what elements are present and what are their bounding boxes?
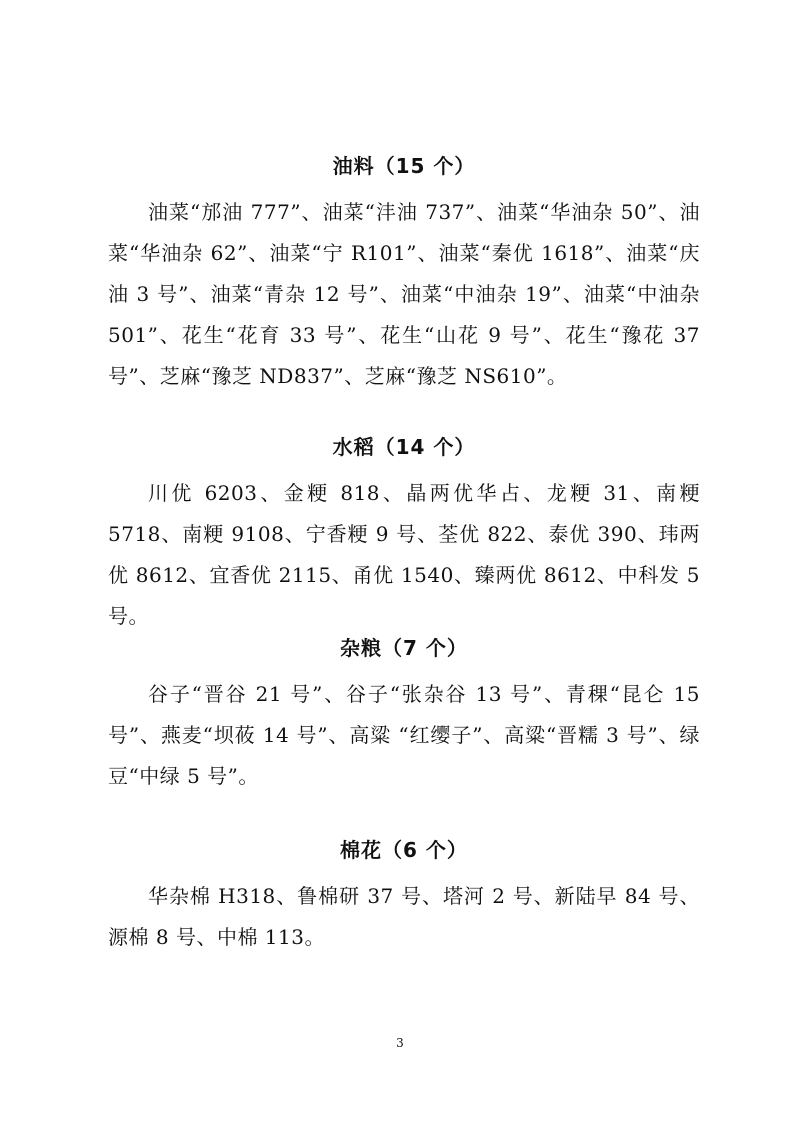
section-body-rice: 川优 6203、金粳 818、晶两优华占、龙粳 31、南粳 5718、南粳 9108、宁香粳 9 号、荃优 822、泰优 390、玮两优 8612、宜香优 2115、甬优 1540、臻两优 8612、中科发 5 号。 bbox=[108, 481, 700, 628]
page-number: 3 bbox=[396, 1036, 404, 1050]
section-body-coarse-grains: 谷子“晋谷 21 号”、谷子“张杂谷 13 号”、青稞“昆仑 15 号”、燕麦“坝莜 14 号”、高粱 “红缨子”、高粱“晋糯 3 号”、绿豆“中绿 5 号”。 bbox=[108, 682, 700, 788]
section-body-oilseeds: 油菜“邡油 777”、油菜“沣油 737”、油菜“华油杂 50”、油菜“华油杂 62”、油菜“宁 R101”、油菜“秦优 1618”、油菜“庆油 3 号”、油菜“青杂 12 号”、油菜“中油杂 19”、油菜“中油杂 501”、花生“花育 33 号”、花生“山花 9 号”、花生“豫花 37 号”、芝麻“豫芝 ND837”、芝麻“豫芝 NS610”。 bbox=[108, 200, 700, 388]
section-title-cotton: 棉花（6 个） bbox=[340, 838, 468, 862]
section-title-coarse-grains: 杂粮（7 个） bbox=[340, 636, 468, 660]
section-rice bbox=[108, 435, 700, 637]
section-coarse-grains bbox=[108, 636, 700, 797]
section-oilseeds bbox=[108, 154, 700, 397]
section-body-cotton: 华杂棉 H318、鲁棉研 37 号、塔河 2 号、新陆早 84 号、源棉 8 号、中棉 113。 bbox=[108, 884, 700, 949]
section-title-oilseeds: 油料（15 个） bbox=[332, 154, 476, 178]
section-cotton bbox=[108, 838, 700, 958]
section-title-rice: 水稻（14 个） bbox=[332, 435, 476, 459]
